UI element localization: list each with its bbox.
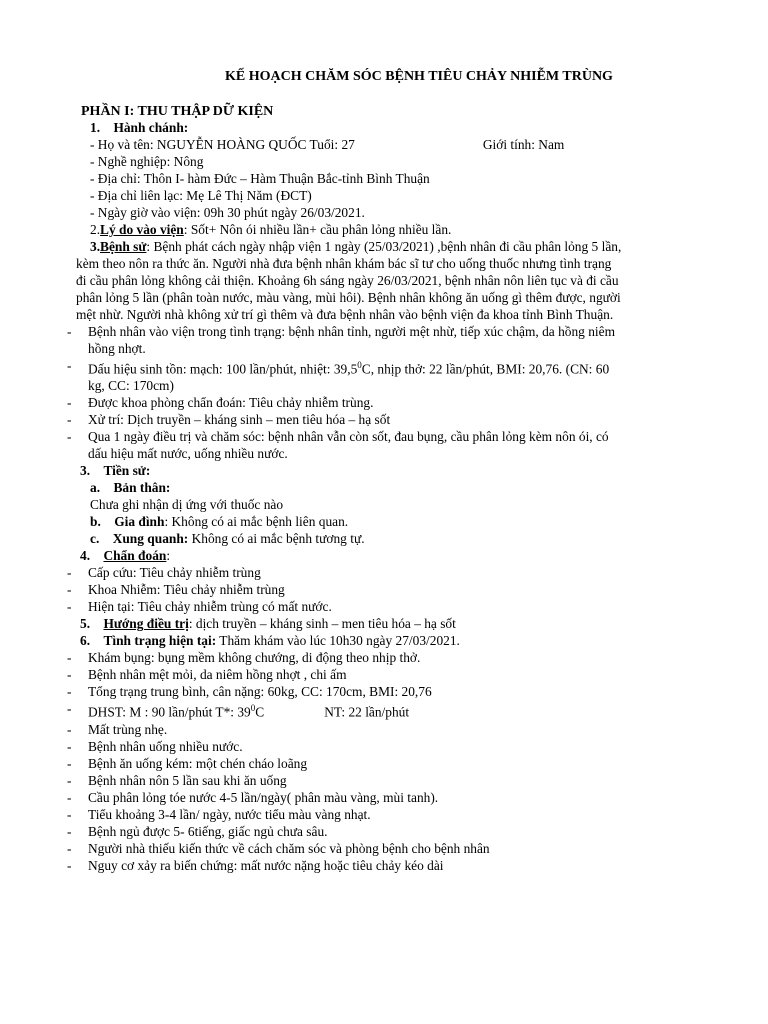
list-item: - Khám bụng: bụng mềm không chướng, di động theo nhịp thở. [67,650,421,666]
part-heading: PHẦN I: THU THẬP DỮ KIỆN [81,104,274,119]
list-item: - Người nhà thiếu kiến thức về cách chăm sóc và phòng bệnh cho bệnh nhân [67,840,490,856]
section-heading-treatment: 5. Hướng điều trị: dịch truyền – kháng sinh – men tiêu hóa – hạ sốt [80,616,456,632]
subsection-surroundings: c. Xung quanh: Không có ai mắc bệnh tương tự. [90,531,365,547]
subsection-family: b. Gia đình: Không có ai mắc bệnh liên quan. [90,514,349,530]
contact-line: - Địa chỉ liên lạc: Mẹ Lê Thị Năm (ĐCT) [90,188,312,203]
admission-time-line: - Ngày giờ vào viện: 09h 30 phút ngày 26/03/2021. [90,205,365,220]
list-item: - Bệnh nhân uống nhiều nước. [67,738,243,754]
list-item: - Nguy cơ xảy ra biến chứng: mất nước nặng hoặc tiêu chảy kéo dài [67,857,444,873]
list-item: - Bệnh nhân mệt mỏi, da niêm hồng nhợt , chi ấm [67,667,347,683]
occupation-line: - Nghề nghiệp: Nông [90,154,204,169]
section-heading-diagnosis: 4. Chẩn đoán: [80,548,171,564]
list-item: - Cấp cứu: Tiêu chảy nhiễm trùng [67,565,261,581]
document-title: KẾ HOẠCH CHĂM SÓC BỆNH TIÊU CHẢY NHIỄM TRÙNG [225,69,613,84]
list-item: - Bệnh ăn uống kém: một chén cháo loãng [67,755,308,771]
list-item: - Bệnh nhân nôn 5 lần sau khi ăn uống [67,772,287,788]
list-item: - Bệnh nhân vào viện trong tình trạng: bệnh nhân tỉnh, người mệt nhừ, tiếp xúc chậm, da hồng niêm hồng nhợt. [67,324,615,356]
list-item: - Cầu phân lỏng tóe nước 4-5 lần/ngày( phân màu vàng, mùi tanh). [67,789,439,805]
list-item: - Qua 1 ngày điều trị và chăm sóc: bệnh nhân vẫn còn sốt, đau bụng, cầu phân lỏng kèm nôn ói, có dấu hiệu mất nước, uống nhiều nước. [67,429,609,462]
list-item: - Tổng trạng trung bình, cân nặng: 60kg, CC: 170cm, BMI: 20,76 [67,684,432,700]
list-item: - Được khoa phòng chẩn đoán: Tiêu chảy nhiễm trùng. [67,395,374,411]
list-item: - Khoa Nhiễm: Tiêu chảy nhiễm trùng [67,582,285,598]
document-body [67,119,707,874]
address-line: - Địa chỉ: Thôn I- hàm Đức – Hàm Thuận Bắc-tỉnh Bình Thuận [90,171,430,186]
subsection-self: a. Bản thân: [90,480,171,496]
list-item: - Hiện tại: Tiêu chảy nhiễm trùng có mất nước. [67,599,332,615]
medical-history-paragraph: 3.Bệnh sử: Bệnh phát cách ngày nhập viện 1 ngày (25/03/2021) ,bệnh nhân đi cầu phân lỏng 5 lần, kèm theo nôn ra thức ăn. Người nhà đưa bệnh nhân khám bác sĩ tư cho uống thuốc nhưng tình trạng đi cầu phân lỏng không cải thiện. Khoảng 6h sáng ngày 26/03/2021, bệnh nhân nôn liên tục và đi cầu phân lỏng 5 lần (phân toàn nước, màu vàng, mùi hôi). Bệnh nhân không ăn uống gì thêm được, người mệt nhừ. Người nhà không xử trí gì thêm và đưa bệnh nhân vào bệnh viện đa khoa tỉnh Bình Thuận. [76,239,622,322]
section-heading-history: 3. Tiền sử: [80,463,151,479]
admission-reason-line: 2.Lý do vào viện: Sốt+ Nôn ói nhiều lần+ cầu phân lỏng nhiều lần. [90,222,452,237]
section-heading-administrative: 1. Hành chánh: [90,120,189,135]
list-item: - Mất trùng nhẹ. [67,721,168,737]
patient-name-line: - Họ và tên: NGUYỄN HOÀNG QUỐC Tuổi: 27 Giới tính: Nam [90,137,565,152]
section-heading-current-status: 6. Tình trạng hiện tại: Thăm khám vào lúc 10h30 ngày 27/03/2021. [80,633,460,649]
list-item: - Xử trí: Dịch truyền – kháng sinh – men tiêu hóa – hạ sốt [67,412,391,428]
patient-gender: Giới tính: Nam [482,137,565,152]
list-item: - DHST: M : 90 lần/phút T*: $39^0C$ NT: 22 lần/phút [67,701,410,720]
list-item: - Tiểu khoảng 3-4 lần/ ngày, nước tiểu màu vàng nhạt. [67,806,371,822]
list-item: - Dấu hiệu sinh tồn: mạch: 100 lần/phút, nhiệt: 39,5$^0$C, nhịp thở: 22 lần/phút, BMI: 20,76. (CN: 60 kg, CC: 170cm) [67,358,610,394]
self-history-text: Chưa ghi nhận dị ứng với thuốc nào [90,497,284,513]
list-item: - Bệnh ngủ được 5- 6tiếng, giấc ngủ chưa sâu. [67,823,328,839]
